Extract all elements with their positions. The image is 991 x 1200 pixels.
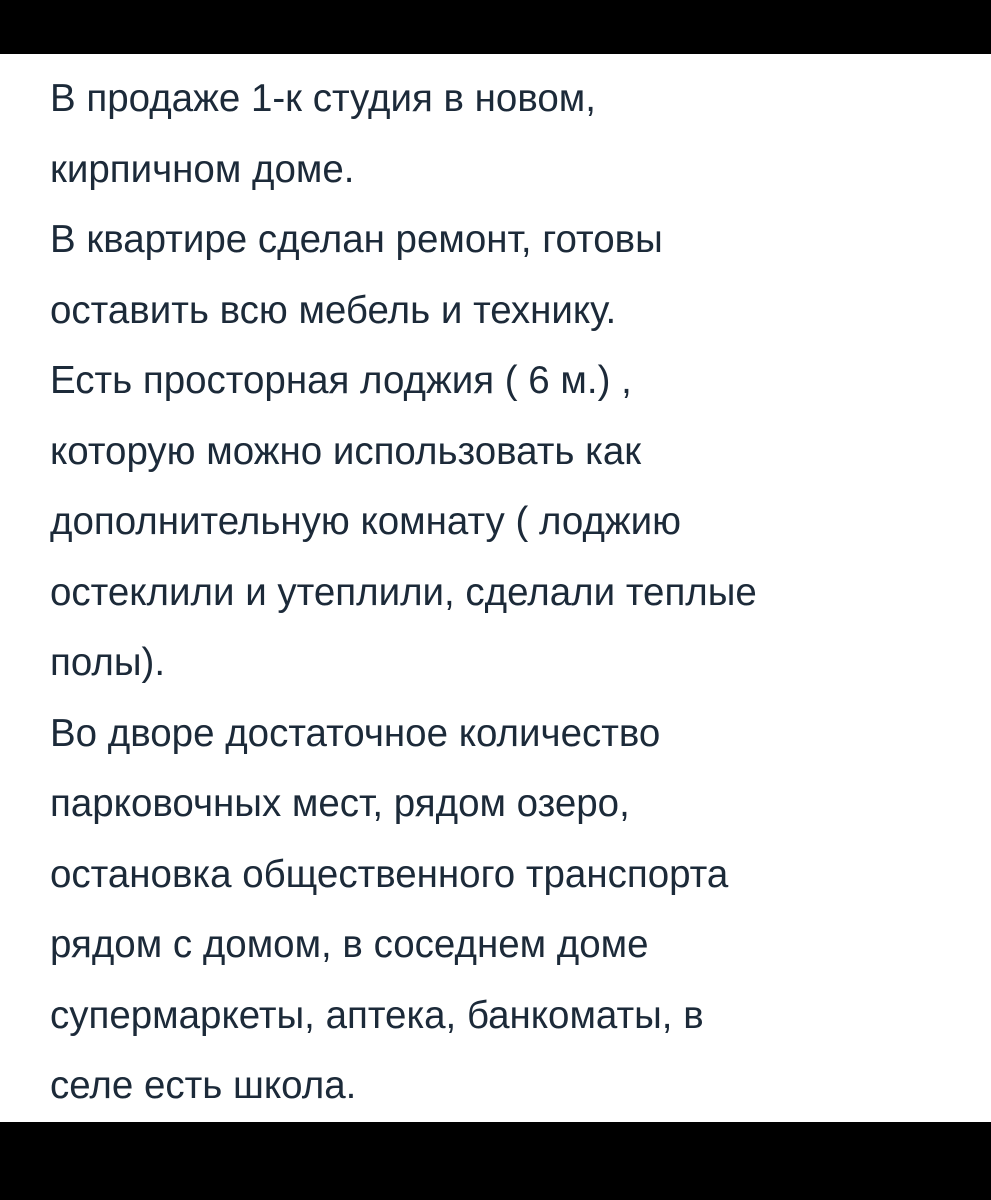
- text-line: В продаже 1-к студия в новом,: [50, 77, 596, 120]
- text-line: дополнительную комнату ( лоджию: [50, 500, 682, 543]
- text-line: кирпичном доме.: [50, 147, 355, 191]
- text-line: рядом с домом, в соседнем доме: [50, 923, 649, 966]
- text-line: супермаркеты, аптека, банкоматы, в: [50, 993, 704, 1037]
- text-line: оставить всю мебель и технику.: [50, 288, 617, 332]
- bottom-black-bar: [0, 1122, 991, 1200]
- text-line: полы).: [50, 641, 166, 684]
- listing-description-panel: [0, 54, 991, 1122]
- text-line: остановка общественного транспорта: [50, 852, 729, 896]
- text-line: Во дворе достаточное количество: [50, 711, 661, 755]
- text-line: селе есть школа.: [50, 1064, 357, 1107]
- listing-description-text: [50, 64, 970, 1122]
- text-line: остеклили и утеплили, сделали теплые: [50, 570, 757, 614]
- text-line: парковочных мест, рядом озеро,: [50, 782, 630, 825]
- text-line: Есть просторная лоджия ( 6 м.) ,: [50, 359, 632, 402]
- text-line: которую можно использовать как: [50, 429, 642, 473]
- text-line: В квартире сделан ремонт, готовы: [50, 218, 663, 261]
- top-black-bar: [0, 0, 991, 54]
